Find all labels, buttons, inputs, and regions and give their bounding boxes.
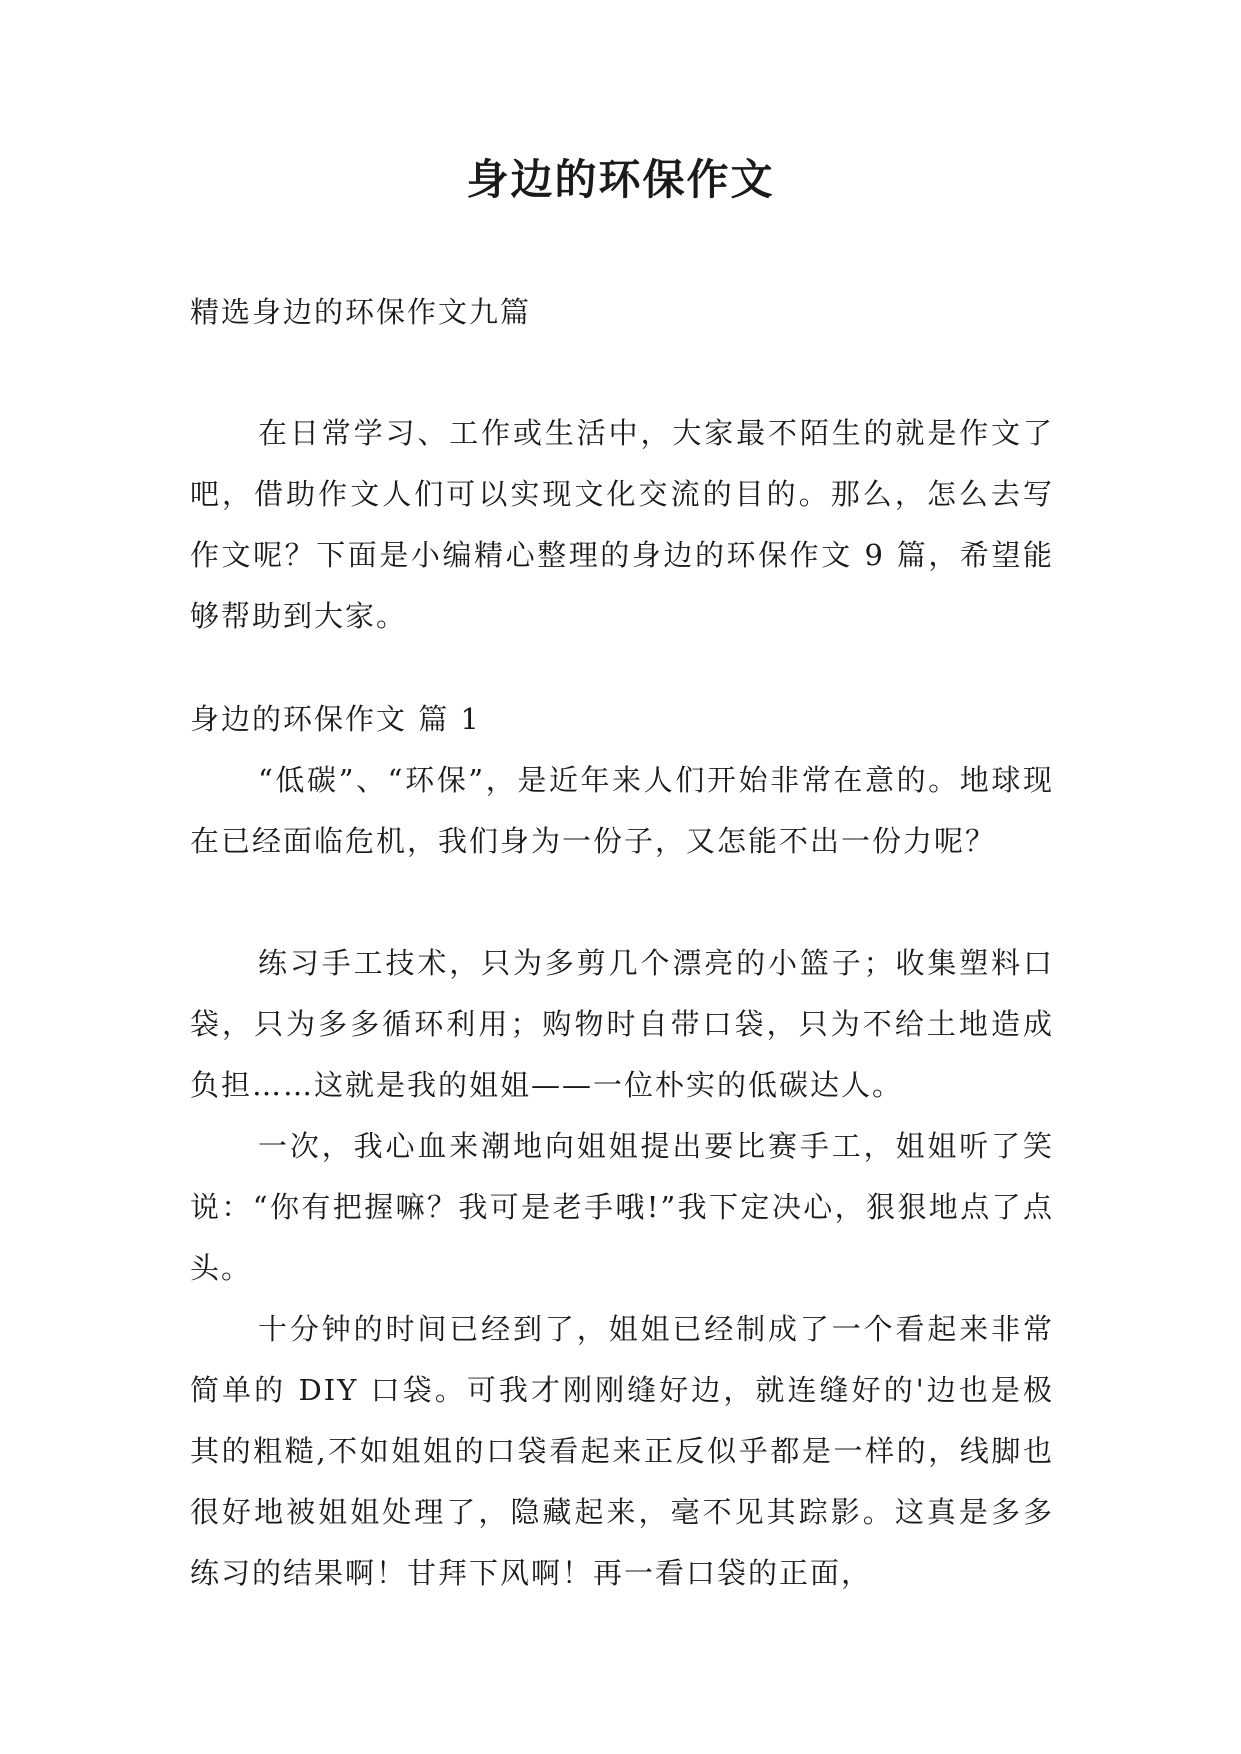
- body-paragraph: 练习手工技术，只为多剪几个漂亮的小篮子；收集塑料口袋，只为多多循环利用；购物时自带口袋，只为不给土地造成负担……这就是我的姐姐——一位朴实的低碳达人。: [190, 946, 1054, 1102]
- document-title: 身边的环保作文: [466, 155, 775, 204]
- section-heading: 身边的环保作文 篇 1: [190, 702, 481, 736]
- body-paragraph: 十分钟的时间已经到了，姐姐已经制成了一个看起来非常简单的 DIY 口袋。可我才刚刚缝好边，就连缝好的'边也是极其的粗糙,不如姐姐的口袋看起来正反似乎都是一样的，线脚也很好地被姐姐处理了，隐藏起来，毫不见其踪影。这真是多多练习的结果啊！甘拜下风啊！再一看口袋的正面，: [190, 1312, 1054, 1590]
- body-paragraph: 一次，我心血来潮地向姐姐提出要比赛手工，姐姐听了笑说：“你有把握嘛？我可是老手哦!”我下定决心，狠狠地点了点头。: [190, 1129, 1054, 1285]
- intro-paragraph: 在日常学习、工作或生活中，大家最不陌生的就是作文了吧，借助作文人们可以实现文化交流的目的。那么，怎么去写作文呢？下面是小编精心整理的身边的环保作文 9 篇，希望能够帮助到大家。: [190, 416, 1054, 633]
- document-subtitle: 精选身边的环保作文九篇: [190, 295, 532, 329]
- body-paragraph: “低碳”、“环保”，是近年来人们开始非常在意的。地球现在已经面临危机，我们身为一份子，又怎能不出一份力呢？: [190, 763, 1054, 858]
